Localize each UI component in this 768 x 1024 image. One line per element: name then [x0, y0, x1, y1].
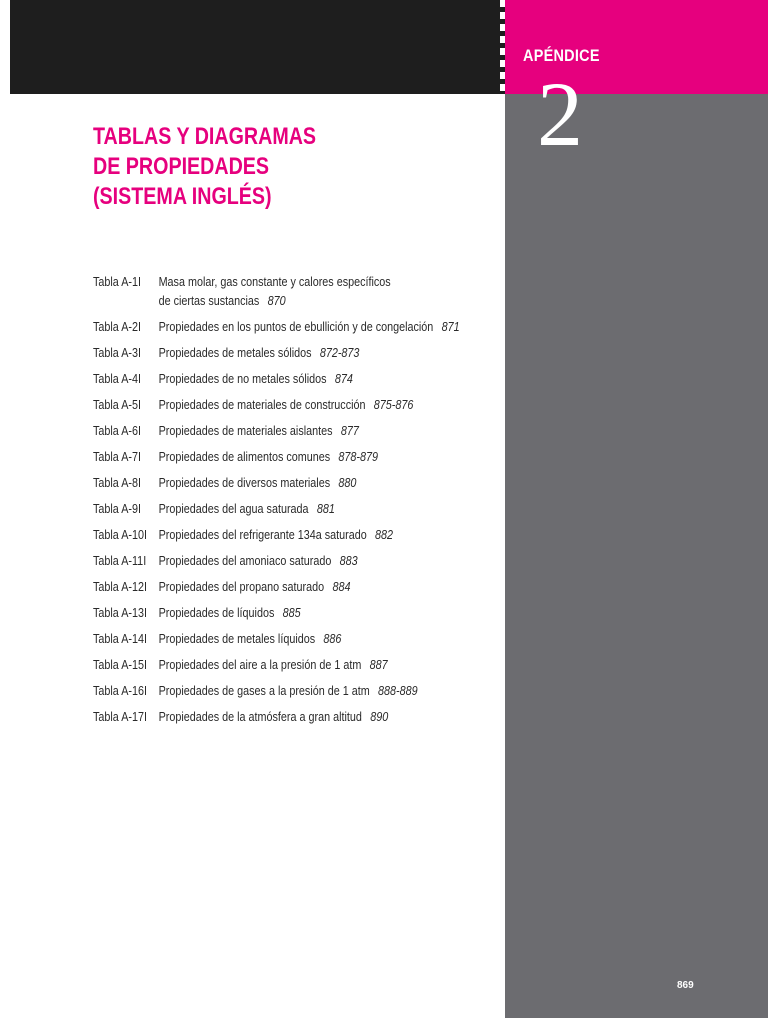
toc-entry-line	[159, 499, 492, 518]
toc-entry[interactable]	[93, 499, 491, 518]
toc-entry-line	[159, 421, 492, 440]
toc-entry-line	[159, 603, 492, 622]
toc-entry[interactable]	[93, 707, 491, 726]
toc-entry-body	[159, 473, 492, 492]
toc-entry[interactable]	[93, 272, 491, 310]
toc-entry-page: 887	[369, 657, 388, 672]
toc-entry-page: 886	[323, 631, 342, 646]
toc-entry[interactable]	[93, 681, 491, 700]
toc-entry-page: 872-873	[319, 345, 360, 360]
toc-entry-description: Propiedades de metales líquidos	[158, 631, 316, 646]
toc-entry[interactable]	[93, 447, 491, 466]
toc-entry-code: Tabla A-11I	[93, 553, 147, 568]
toc-entry-code: Tabla A-14I	[93, 631, 147, 646]
toc-entry[interactable]	[93, 473, 491, 492]
side-panel	[505, 0, 768, 1018]
toc-entry-body	[159, 317, 492, 336]
toc-entry-page: 881	[316, 501, 335, 516]
toc-entry-page: 874	[334, 371, 353, 386]
toc-entry[interactable]	[93, 577, 491, 596]
toc-entry-body	[159, 421, 492, 440]
toc-entry-description: Propiedades en los puntos de ebullición y de congelación	[158, 319, 434, 334]
toc-entry-page: 890	[370, 709, 389, 724]
page-number: 869	[677, 980, 694, 991]
title-line: DE PROPIEDADES	[93, 153, 270, 180]
toc-entry-description: Masa molar, gas constante y calores específicos	[158, 274, 391, 289]
toc-entry-line	[159, 369, 492, 388]
toc-entry-body	[159, 343, 492, 362]
toc-entry-description: Propiedades del agua saturada	[158, 501, 309, 516]
page-title	[93, 122, 493, 212]
toc-entry-description: Propiedades de materiales de construcción	[158, 397, 366, 412]
toc-entry-body	[159, 525, 492, 544]
title-line: TABLAS Y DIAGRAMAS	[93, 123, 317, 150]
toc-entry-line	[159, 343, 492, 362]
toc-entry-description: Propiedades de alimentos comunes	[158, 449, 331, 464]
toc-entry-code: Tabla A-9I	[93, 501, 141, 516]
toc-entry-page: 878-879	[338, 449, 379, 464]
toc-entry-code: Tabla A-8I	[93, 475, 141, 490]
toc-entry-description: Propiedades de la atmósfera a gran altitud	[158, 709, 362, 724]
toc-entry-code: Tabla A-4I	[93, 371, 141, 386]
toc-entry-code: Tabla A-12I	[93, 579, 147, 594]
toc-entry-line	[159, 655, 492, 674]
toc-entry-description: Propiedades del refrigerante 134a saturado	[158, 527, 367, 542]
toc-entry-body	[159, 272, 492, 310]
toc-entry-page: 883	[339, 553, 358, 568]
toc-entry-description: Propiedades del aire a la presión de 1 atm	[158, 657, 362, 672]
toc-entry-line	[159, 551, 492, 570]
title-line: (SISTEMA INGLÉS)	[93, 183, 272, 210]
toc-entry-description: Propiedades de no metales sólidos	[158, 371, 327, 386]
toc-entry-code: Tabla A-16I	[93, 683, 147, 698]
toc-entry-description: Propiedades del amoniaco saturado	[158, 553, 332, 568]
toc-entry-description: Propiedades de gases a la presión de 1 atm	[158, 683, 370, 698]
toc-entry[interactable]	[93, 369, 491, 388]
toc-entry-code: Tabla A-5I	[93, 397, 141, 412]
toc-entry-page: 877	[340, 423, 359, 438]
toc-entry[interactable]	[93, 395, 491, 414]
toc-entry-body	[159, 707, 492, 726]
toc-entry-page: 884	[332, 579, 351, 594]
toc-entry-page: 882	[375, 527, 394, 542]
toc-entry-body	[159, 577, 492, 596]
toc-entry-code: Tabla A-7I	[93, 449, 141, 464]
toc-entry[interactable]	[93, 525, 491, 544]
toc-entry-description: Propiedades de materiales aislantes	[158, 423, 333, 438]
toc-entry-page: 880	[338, 475, 357, 490]
toc-entry-line	[159, 291, 492, 310]
toc-entry[interactable]	[93, 551, 491, 570]
toc-entry-line	[159, 525, 492, 544]
toc-entry-description: Propiedades de líquidos	[158, 605, 275, 620]
toc-entry-description: Propiedades del propano saturado	[158, 579, 325, 594]
toc-entry-code: Tabla A-17I	[93, 709, 147, 724]
toc-entry-code: Tabla A-10I	[93, 527, 147, 542]
toc-entry-page: 870	[267, 293, 286, 308]
toc-entry-code: Tabla A-15I	[93, 657, 147, 672]
toc-entry-description: Propiedades de metales sólidos	[158, 345, 312, 360]
toc-entry[interactable]	[93, 603, 491, 622]
toc-entry[interactable]	[93, 343, 491, 362]
header-bar	[10, 0, 505, 94]
toc-entry-body	[159, 551, 492, 570]
toc-entry-line	[159, 272, 492, 291]
toc-entry-line	[159, 447, 492, 466]
toc-entry-body	[159, 603, 492, 622]
toc-entry-line	[159, 577, 492, 596]
toc-entry-body	[159, 447, 492, 466]
toc-entry-body	[159, 369, 492, 388]
toc-entry[interactable]	[93, 421, 491, 440]
toc-entry-body	[159, 681, 492, 700]
toc-entry-body	[159, 395, 492, 414]
toc-entry[interactable]	[93, 317, 491, 336]
toc-entry-line	[159, 473, 492, 492]
toc-entry-line	[159, 395, 492, 414]
appendix-number: 2	[537, 63, 583, 165]
toc-entry-code: Tabla A-13I	[93, 605, 147, 620]
toc-entry-body	[159, 499, 492, 518]
toc-entry-body	[159, 655, 492, 674]
toc-entry-page: 885	[282, 605, 301, 620]
appendix-label: APÉNDICE	[523, 46, 600, 65]
toc-entry[interactable]	[93, 629, 491, 648]
table-of-contents	[93, 272, 493, 733]
toc-entry-line	[159, 707, 492, 726]
toc-entry[interactable]	[93, 655, 491, 674]
toc-entry-description: Propiedades de diversos materiales	[158, 475, 331, 490]
toc-entry-description: de ciertas sustancias	[158, 293, 260, 308]
toc-entry-code: Tabla A-6I	[93, 423, 141, 438]
toc-entry-code: Tabla A-2I	[93, 319, 141, 334]
toc-entry-page: 888-889	[378, 683, 418, 698]
toc-entry-line	[159, 681, 492, 700]
toc-entry-code: Tabla A-3I	[93, 345, 141, 360]
toc-entry-line	[159, 629, 492, 648]
toc-entry-body	[159, 629, 492, 648]
toc-entry-code: Tabla A-1I	[93, 274, 141, 289]
toc-entry-page: 871	[441, 319, 460, 334]
toc-entry-page: 875-876	[373, 397, 414, 412]
toc-entry-line	[159, 317, 492, 336]
